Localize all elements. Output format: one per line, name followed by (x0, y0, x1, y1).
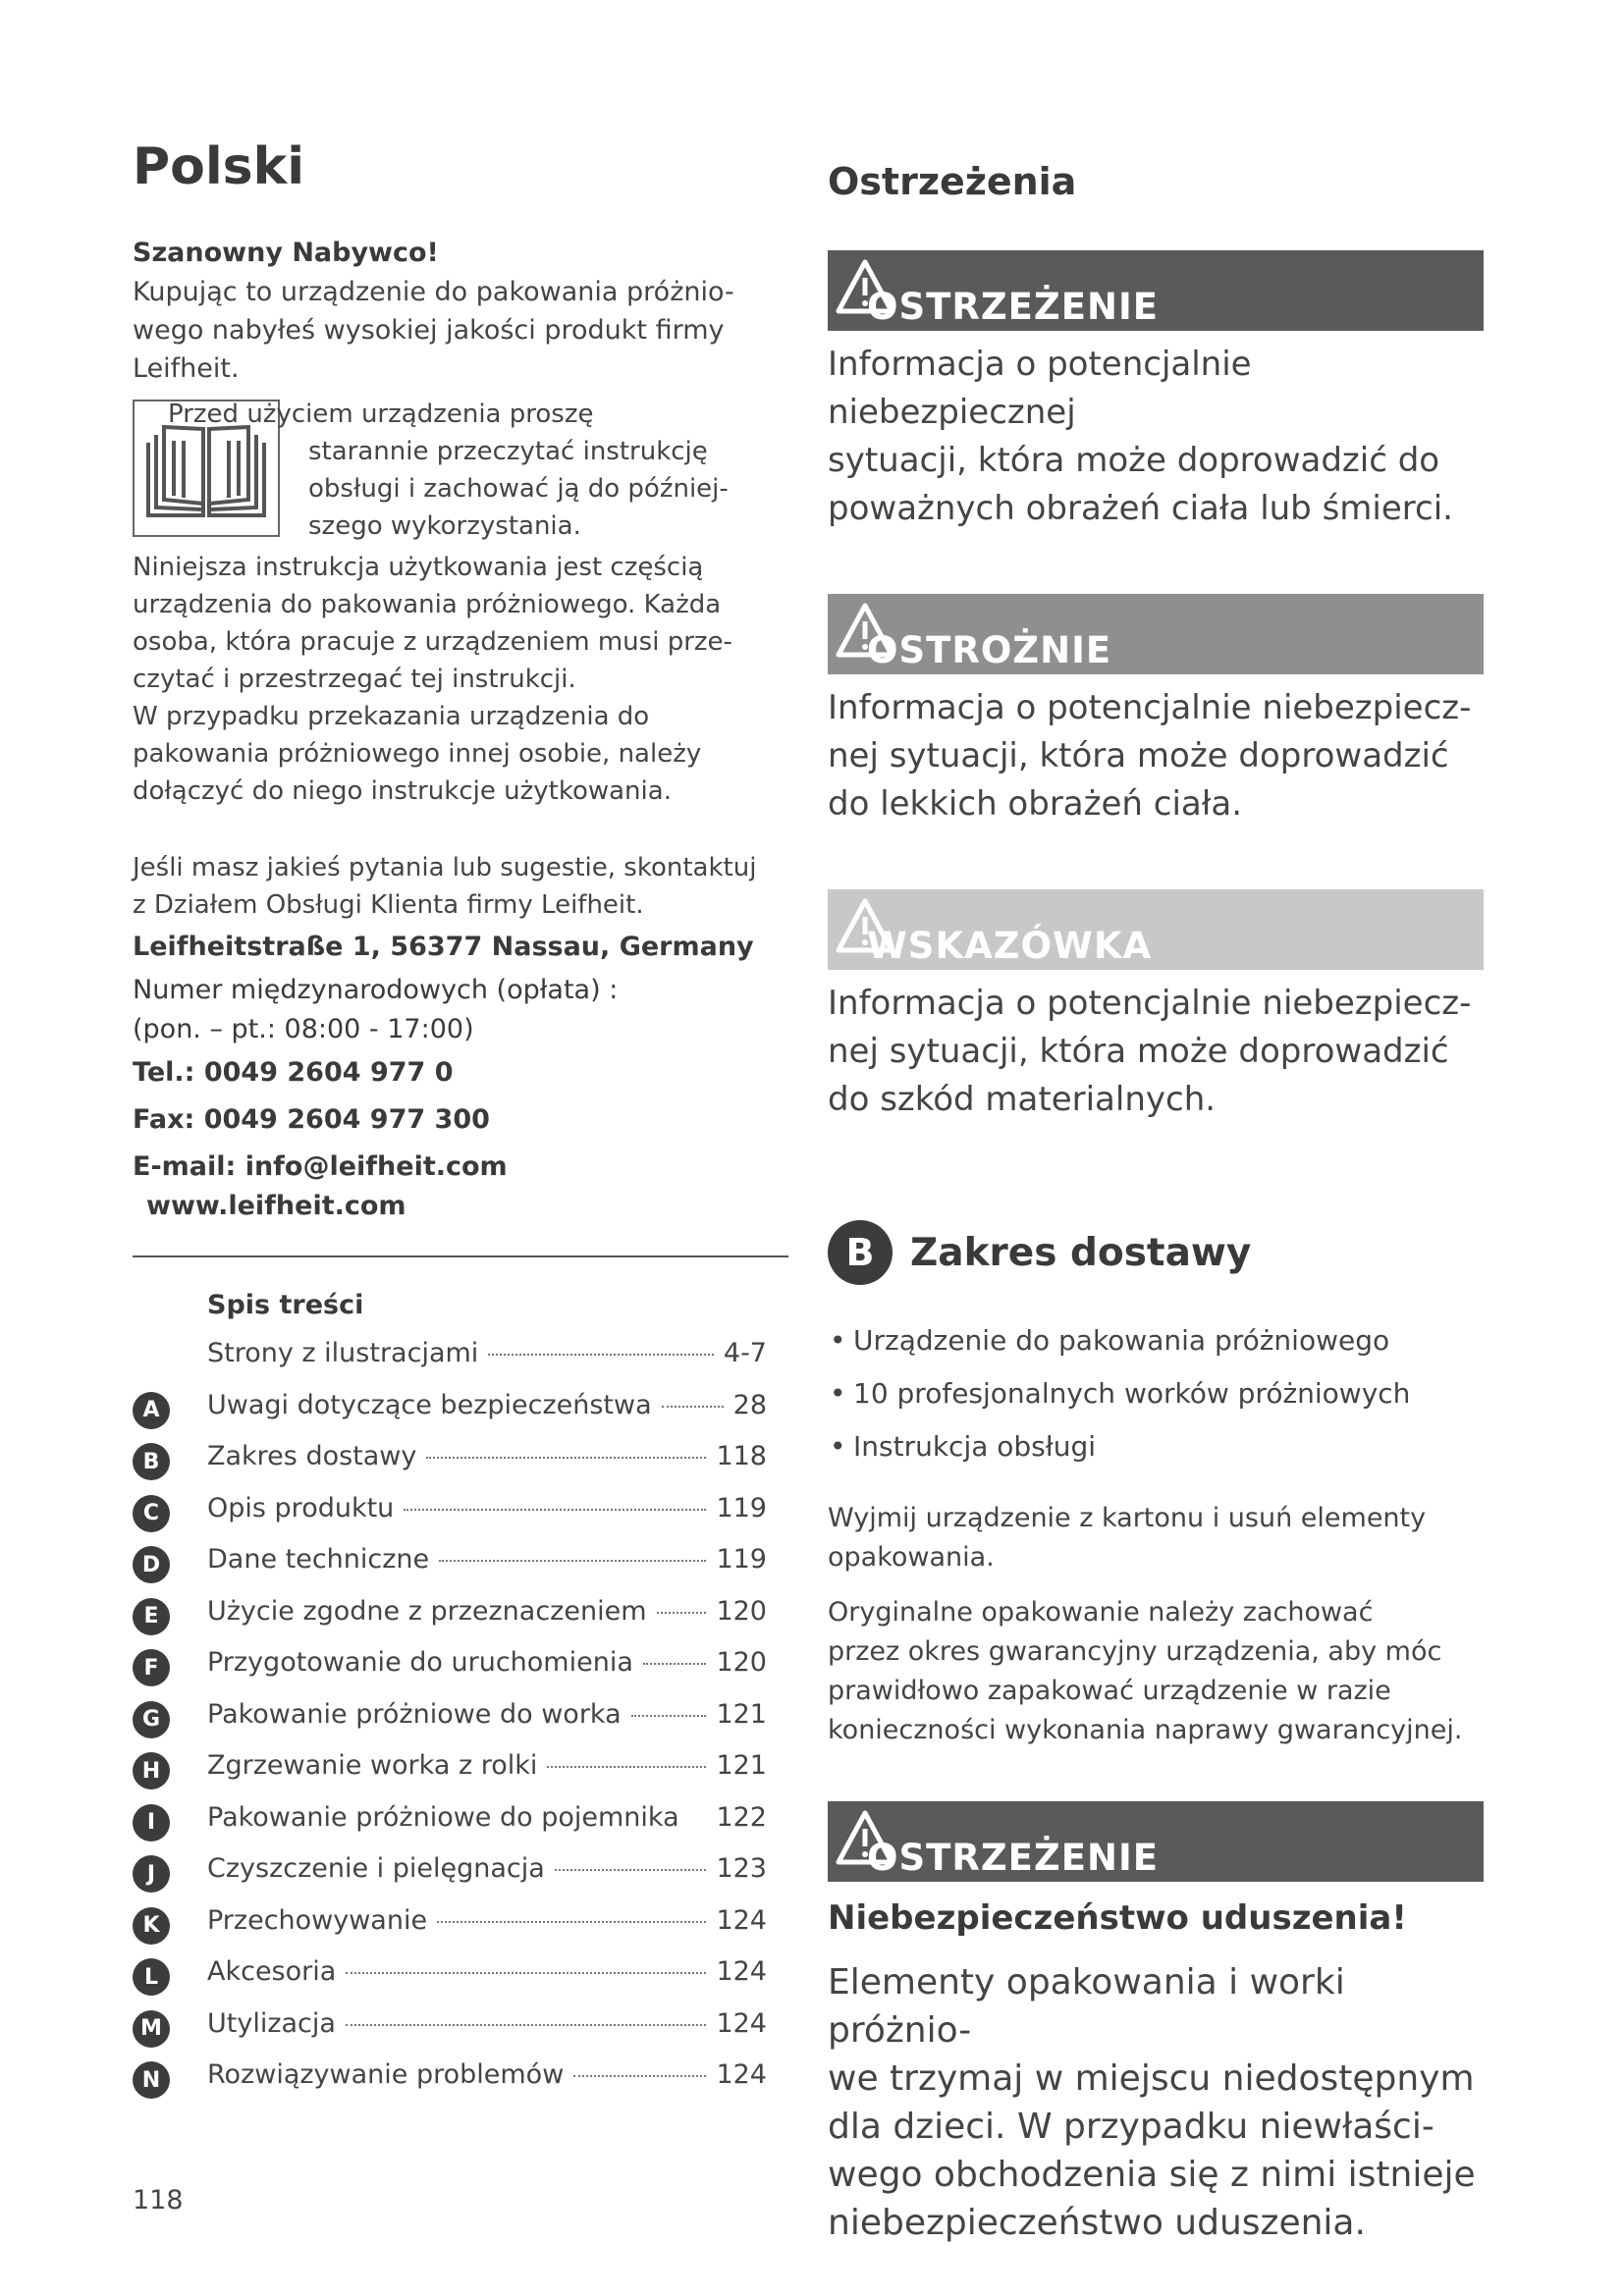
toc-leader (631, 1715, 707, 1717)
toc-badge: L (133, 1958, 170, 1996)
toc-row[interactable] (133, 1691, 788, 1743)
warning-label: OSTRZEŻENIE (867, 286, 1160, 328)
toc-leader (547, 1766, 706, 1768)
toc-leader (439, 1560, 706, 1562)
manual-paragraph: Niniejsza instrukcja użytkowania jest częścią urządzenia do pakowania próżniowego. Każda osoba, która pracuje z urządzeniem musi prze- czytać i przestrzegać tej instrukcji. W przypadku przekazania urządzenia do pakowania próżniowego innej osobie, należy dołączyć do niego instrukcje użytkowania. (133, 553, 732, 806)
list-item: • 10 profesjonalnych worków próżniowych (828, 1367, 1486, 1420)
warning-label: OSTRZEŻENIE (867, 1837, 1160, 1879)
toc-badge: M (133, 2010, 170, 2048)
toc-row[interactable] (133, 1742, 788, 1794)
toc-badge: G (133, 1701, 170, 1738)
website: www.leifheit.com (146, 1191, 406, 1221)
toc-page-number: 120 (716, 1647, 767, 1678)
toc-entry (207, 1390, 767, 1420)
toc-page-number: 122 (716, 1801, 767, 1833)
toc-entry-label: Zgrzewanie worka z rolki (207, 1750, 538, 1781)
toc-entry-label: Przechowywanie (207, 1904, 428, 1936)
manual-notice (133, 400, 788, 549)
toc-title: Spis treści (207, 1290, 364, 1320)
toc-entry (207, 1338, 767, 1368)
toc-leader (404, 1509, 706, 1511)
warning-block (828, 594, 1486, 828)
toc-leader (346, 1972, 706, 1974)
toc-entry (207, 1750, 767, 1781)
address: Leifheitstraße 1, 56377 Nassau, Germany (133, 932, 754, 962)
toc-entry (207, 1956, 767, 1987)
email: E-mail: info@leifheit.com (133, 1151, 508, 1182)
toc-entry (207, 1596, 767, 1627)
toc-entry-label: Uwagi dotyczące bezpieczeństwa (207, 1389, 652, 1420)
toc-badge: F (133, 1649, 170, 1686)
toc-entry (207, 1647, 767, 1678)
toc-badge: B (133, 1443, 170, 1480)
intro-paragraph: Kupując to urządzenie do pakowania próżnio- wego nabyłeś wysokiej jakości produkt firmy Leifheit. (133, 277, 734, 384)
greeting: Szanowny Nabywco! (133, 238, 439, 268)
toc-leader (662, 1406, 724, 1408)
toc-row[interactable] (133, 1639, 788, 1691)
toc-leader (573, 2075, 706, 2077)
toc-page-number: 124 (716, 2059, 767, 2090)
left-column (133, 137, 788, 2104)
toc-entry-label: Utylizacja (207, 2007, 336, 2039)
toc-row[interactable] (133, 1536, 788, 1588)
toc-page-number: 28 (732, 1389, 767, 1420)
toc-entry-label: Opis produktu (207, 1492, 395, 1523)
warning-text: Informacja o potencjalnie niebezpiecznej sytuacji, która może doprowadzić do poważnych obrażeń ciała lub śmierci. (828, 345, 1453, 528)
toc-entry (207, 1544, 767, 1575)
warning-bar (828, 250, 1484, 331)
hours: (pon. – pt.: 08:00 - 17:00) (133, 1014, 474, 1044)
right-column (828, 157, 1486, 2247)
toc-entry (207, 1493, 767, 1523)
toc-page-number: 119 (716, 1544, 767, 1575)
toc-page-number: 121 (716, 1750, 767, 1781)
warning-block (828, 250, 1486, 533)
packaging-paragraph: Oryginalne opakowanie należy zachować przez okres gwarancyjny urządzenia, aby móc prawidłowo zapakować urządzenie w razie konieczności wykonania naprawy gwarancyjnej. (828, 1597, 1463, 1745)
warning-text: Informacja o potencjalnie niebezpiecz- nej sytuacji, która może doprowadzić do lekkich obrażeń ciała. (828, 688, 1472, 824)
toc-entry (207, 2008, 767, 2039)
toc-entry-label: Pakowanie próżniowe do worka (207, 1698, 622, 1730)
fax: Fax: 0049 2604 977 300 (133, 1104, 490, 1135)
toc-badge: K (133, 1907, 170, 1945)
unpack-paragraph: Wyjmij urządzenie z kartonu i usuń elementy opakowania. (828, 1503, 1427, 1573)
table-of-contents (133, 1281, 788, 2104)
final-warning-bar (828, 1801, 1484, 1882)
delivery-list (828, 1314, 1486, 1473)
toc-leader (555, 1869, 707, 1871)
warning-block (828, 889, 1486, 1124)
toc-badge: D (133, 1546, 170, 1583)
divider (133, 1255, 788, 1257)
toc-badge: I (133, 1804, 170, 1842)
toc-row[interactable] (133, 2001, 788, 2053)
contact-intro: Jeśli masz jakieś pytania lub sugestie, skontaktuj z Działem Obsługi Klienta firmy Leifheit. (133, 853, 757, 920)
toc-leader (657, 1612, 707, 1614)
toc-entry (207, 1441, 767, 1471)
toc-leader (643, 1663, 707, 1665)
danger-title: Niebezpieczeństwo uduszenia! (828, 1898, 1407, 1938)
list-item: • Instrukcja obsługi (828, 1420, 1486, 1473)
toc-leader (488, 1354, 714, 1356)
toc-page-number: 124 (716, 1904, 767, 1936)
page-number: 118 (133, 2185, 184, 2216)
toc-entry (207, 1853, 767, 1884)
toc-entry-label: Dane techniczne (207, 1544, 430, 1575)
intl-number: Numer międzynarodowych (opłata) : (133, 975, 619, 1005)
toc-entry-label: Rozwiązywanie problemów (207, 2059, 565, 2090)
warning-label: WSKAZÓWKA (867, 925, 1153, 967)
danger-text: Elementy opakowania i worki próżnio- we trzymaj w miejscu niedostępnym dla dzieci. W przypadku niewłaści- wego obchodzenia się z nimi istnieje niebezpieczeństwo uduszenia. (828, 1962, 1476, 2243)
toc-badge: J (133, 1855, 170, 1893)
toc-entry-label: Zakres dostawy (207, 1441, 417, 1471)
toc-entry (207, 1699, 767, 1730)
toc-row[interactable] (133, 2052, 788, 2104)
warning-label: OSTROŻNIE (867, 629, 1112, 671)
section-title: Zakres dostawy (910, 1230, 1252, 1275)
toc-entry (207, 2059, 767, 2090)
toc-entry-label: Strony z ilustracjami (207, 1338, 479, 1368)
toc-page-number: 4-7 (723, 1338, 767, 1368)
toc-badge: N (133, 2061, 170, 2099)
toc-entry-label: Pakowanie próżniowe do pojemnika (207, 1801, 679, 1833)
toc-row[interactable] (133, 1433, 788, 1485)
toc-page-number: 121 (716, 1698, 767, 1730)
toc-page-number: 124 (716, 2007, 767, 2039)
toc-badge: A (133, 1392, 170, 1429)
toc-row[interactable] (133, 1897, 788, 1949)
toc-leader (346, 2024, 707, 2026)
toc-page-number: 124 (716, 1956, 767, 1987)
toc-badge: E (133, 1598, 170, 1635)
toc-row[interactable] (133, 1949, 788, 2001)
toc-entry-label: Użycie zgodne z przeznaczeniem (207, 1595, 647, 1627)
toc-row[interactable] (133, 1382, 788, 1434)
toc-row[interactable] (133, 1794, 788, 1846)
toc-entry (207, 1905, 767, 1936)
toc-badge: H (133, 1752, 170, 1789)
toc-badge: C (133, 1495, 170, 1532)
toc-entry-label: Czyszczenie i pielęgnacja (207, 1853, 545, 1884)
toc-entry (207, 1802, 767, 1833)
phone: Tel.: 0049 2604 977 0 (133, 1057, 454, 1088)
section-b-header (828, 1220, 1486, 1285)
toc-page-number: 120 (716, 1595, 767, 1627)
warning-text: Informacja o potencjalnie niebezpiecz- nej sytuacji, która może doprowadzić do szkód materialnych. (828, 984, 1472, 1119)
toc-page-number: 119 (716, 1492, 767, 1523)
toc-row[interactable] (133, 1588, 788, 1640)
section-badge: B (828, 1220, 893, 1285)
toc-leader (437, 1921, 706, 1923)
toc-row[interactable] (133, 1485, 788, 1537)
warnings-heading: Ostrzeżenia (828, 160, 1077, 203)
toc-entry-label: Akcesoria (207, 1956, 337, 1987)
toc-row[interactable] (133, 1845, 788, 1897)
warning-bar (828, 889, 1484, 970)
manual-notice-text: Przed użyciem urządzenia proszę starannie przeczytać instrukcję obsługi i zachować ją do później- szego wykorzystania. (168, 400, 729, 541)
toc-page-number: 118 (716, 1441, 767, 1471)
page-title: Polski (133, 137, 305, 196)
toc-entry-label: Przygotowanie do uruchomienia (207, 1647, 633, 1678)
toc-page-number: 123 (716, 1853, 767, 1884)
toc-leader (426, 1457, 706, 1459)
list-item: • Urządzenie do pakowania próżniowego (828, 1314, 1486, 1367)
toc-row[interactable] (133, 1330, 788, 1382)
warning-bar (828, 594, 1484, 674)
